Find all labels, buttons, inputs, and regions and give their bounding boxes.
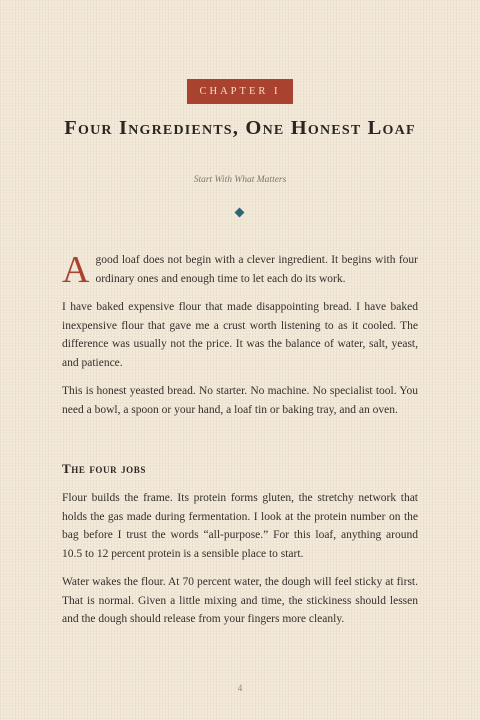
paragraph-honest-bread: This is honest yeasted bread. No starter. No machine. No specialist tool. You need a bowl, a spoon or your hand, a loaf tin or baking tray, and an oven. [62,385,418,416]
chapter-title: Four Ingredients, One Honest Loaf [64,117,416,139]
section-heading: The four jobs [62,461,146,476]
diamond-icon [235,208,245,218]
chapter-subtitle: Start With What Matters [193,175,287,185]
page-number: 4 [237,683,243,693]
paragraph-flour-price: I have baked expensive flour that made disappointing bread. I have baked inexpensive flour that gave me a crust worth listening to as it cooled. The difference was usually not the price. It was the balance of water, salt, yeast, and patience. [62,301,418,369]
book-page [62,0,418,720]
paragraph-intro [62,249,418,291]
drop-cap: A [62,249,90,291]
paragraph-water: Water wakes the flour. At 70 percent water, the dough will feel sticky at first. That is normal. Given a little mixing and time, the stickiness should lessen and the dough should release from your fingers more cleanly. [62,576,418,626]
paragraph-intro-text: good loaf does not begin with a clever ingredient. It begins with four ordinary ones and enough time to let each do its work. [95,254,418,285]
chapter-label-badge: CHAPTER I [187,79,293,104]
paragraph-flour: Flour builds the frame. Its protein forms gluten, the stretchy network that holds the gas made during fermentation. I look at the protein number on the bag before I trust the words “all-purpose.” For this loaf, anything around 10.5 to 12 percent protein is a sensible place to start. [62,492,418,560]
